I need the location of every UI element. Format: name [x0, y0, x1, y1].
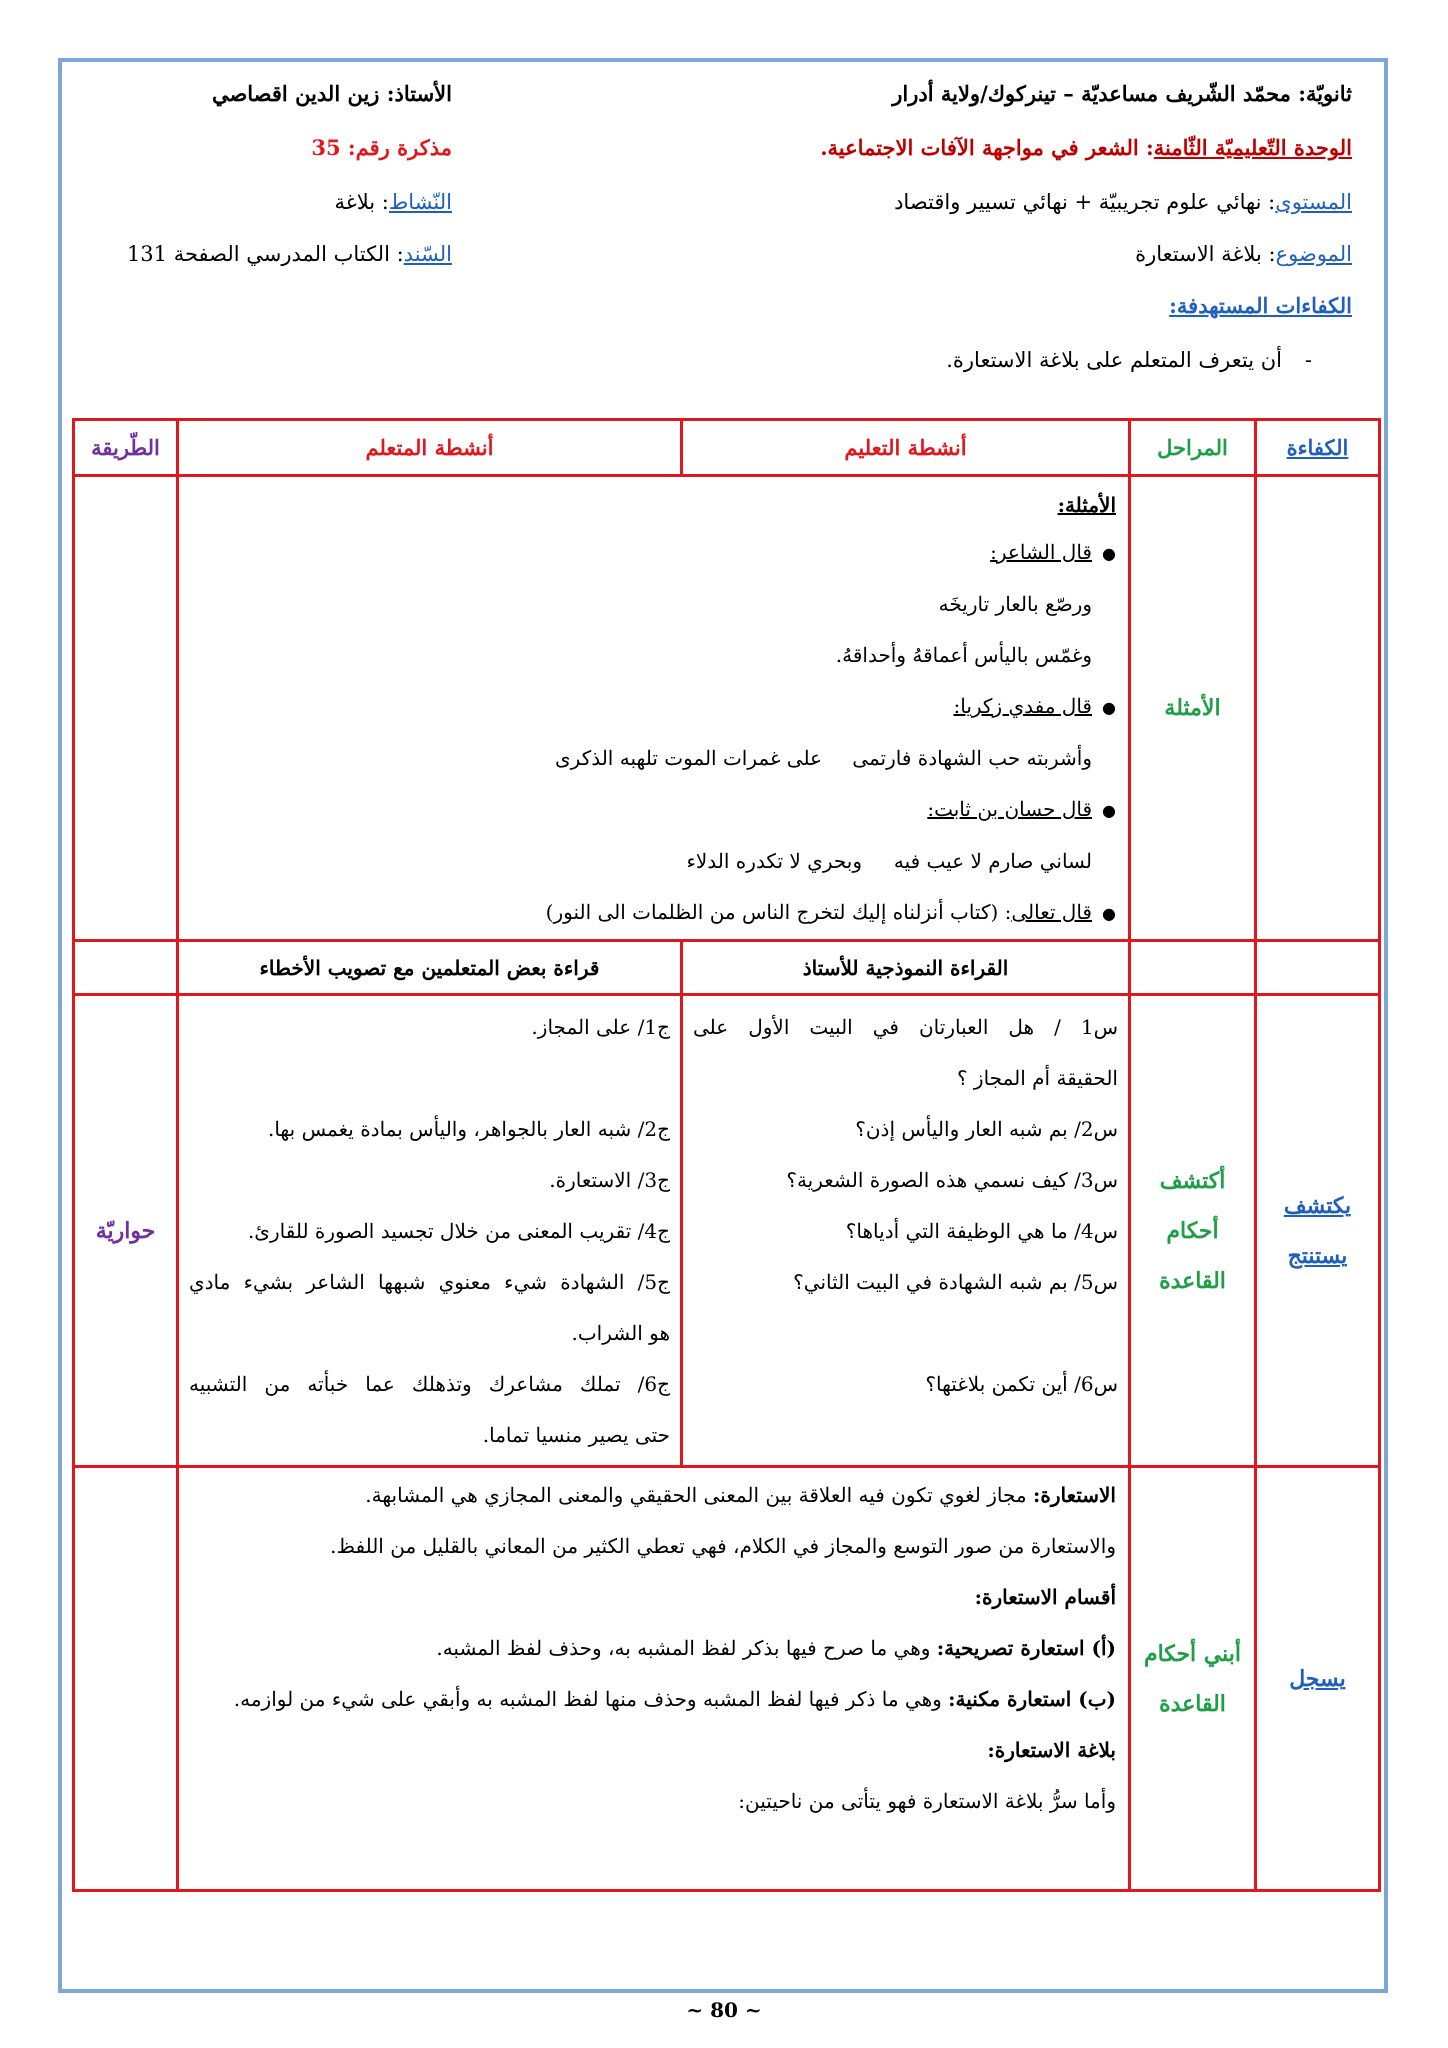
teacher-reading: القراءة النموذجية للأستاذ	[682, 941, 1130, 995]
answer-5-cont: هو الشراب.	[571, 1321, 670, 1345]
question-4: س4/ ما هي الوظيفة التي أدياها؟	[845, 1219, 1118, 1243]
answer-3: ج3/ الاستعارة.	[549, 1168, 670, 1192]
section-b-text: وهي ما ذكر فيها لفظ المشبه وحذف منها لفظ المشبه به وأبقي على شيء من لوازمه.	[233, 1687, 949, 1711]
header-method: الطّريقة	[74, 420, 178, 476]
unit-label: الوحدة التّعليميّة الثّامنة	[1153, 135, 1352, 160]
sections-label: أقسام الاستعارة:	[974, 1585, 1116, 1609]
rule-stage-word-1: أبني أحكام	[1143, 1640, 1242, 1667]
bullet-icon: ●	[1102, 801, 1116, 820]
discover-method: حواريّة	[74, 995, 178, 1467]
examples-content	[178, 476, 1130, 941]
topic-value: : بلاغة الاستعارة	[1135, 242, 1276, 266]
stage-word-2: أحكام	[1166, 1217, 1219, 1244]
stage-word-3: القاعدة	[1159, 1267, 1226, 1294]
question-1-cont: الحقيقة أم المجاز ؟	[956, 1066, 1118, 1090]
mufdi-hemistich-2: على غمرات الموت تلهبه الذكرى	[555, 746, 822, 770]
quran-text: : (كتاب أنزلناه إليك لتخرج الناس من الظلمات الى النور)	[545, 900, 1012, 924]
unit-title: : الشعر في مواجهة الآفات الاجتماعية.	[820, 135, 1154, 160]
competency-conclude: يستنتج	[1287, 1242, 1348, 1269]
question-3: س3/ كيف نسمي هذه الصورة الشعرية؟	[786, 1168, 1118, 1192]
answer-4: ج4/ تقريب المعنى من خلال تجسيد الصورة للقارئ.	[247, 1219, 670, 1243]
header-teaching: أنشطة التعليم	[682, 420, 1130, 476]
section-b-label: (ب) استعارة مكنية:	[948, 1687, 1116, 1711]
poet-line-2: وغمّس باليأس أعماقهُ وأحداقهُ.	[835, 643, 1092, 667]
def-text: مجاز لغوي تكون فيه العلاقة بين المعنى الحقيقي والمعنى المجازي هي المشابهة.	[365, 1483, 1033, 1507]
competency-item	[946, 346, 1312, 374]
competency-discover: يكتشف	[1283, 1192, 1352, 1219]
answer-6: ج6/ تملك مشاعرك وتذهلك عما خبأته من التشبيه	[189, 1372, 670, 1396]
hassan-hemistich-2: وبحري لا تكدره الدلاء	[686, 849, 862, 873]
section-a-text: وهي ما صرح فيها بذكر لفظ المشبه به، وحذف لفظ المشبه.	[436, 1636, 937, 1660]
answer-6-cont: حتى يصير منسيا تماما.	[482, 1423, 670, 1447]
rule-row	[74, 1467, 1380, 1891]
activity-value: : بلاغة	[334, 190, 389, 214]
answer-spacer	[189, 1053, 670, 1104]
memo-line	[311, 134, 452, 162]
learner-answers	[178, 995, 682, 1467]
question-spacer	[693, 1308, 1118, 1359]
bullet-icon: ●	[1102, 904, 1116, 923]
poet-line-1: ورصّع بالعار تاريخَه	[938, 592, 1092, 616]
section-a-label: (أ) استعارة تصريحية:	[936, 1636, 1116, 1660]
section-a	[191, 1623, 1116, 1674]
rule-line-2: والاستعارة من صور التوسع والمجاز في الكلام، فهي تعطي الكثير من المعاني بالقليل من اللفظ.	[330, 1534, 1116, 1558]
stage-word-1: أكتشف	[1159, 1167, 1226, 1194]
bullet-icon: ●	[1102, 698, 1116, 717]
example-quran	[191, 887, 1116, 939]
competencies-label: الكفاءات المستهدفة:	[1169, 293, 1352, 318]
source-value: : الكتاب المدرسي الصفحة 131	[126, 242, 404, 266]
source-line	[127, 240, 452, 268]
activity-label: النّشاط	[388, 190, 452, 214]
rule-stage-word-2: القاعدة	[1159, 1690, 1226, 1717]
discover-row	[74, 995, 1380, 1467]
teacher-name: الأستاذ: زين الدين اقصاصي	[211, 81, 452, 106]
competency-text: أن يتعرف المتعلم على بلاغة الاستعارة.	[946, 348, 1282, 372]
quran-label: قال تعالى	[1011, 900, 1092, 924]
reading-competency	[1256, 941, 1380, 995]
discover-stage	[1130, 995, 1256, 1467]
header-learner: أنشطة المتعلم	[178, 420, 682, 476]
def-label: الاستعارة:	[1032, 1483, 1116, 1507]
level-line	[894, 188, 1352, 216]
answer-2: ج2/ شبه العار بالجواهر، واليأس بمادة يغمس بها.	[267, 1117, 670, 1141]
level-value: : نهائي علوم تجريبيّة + نهائي تسيير واقتصاد	[894, 190, 1276, 214]
rule-method	[74, 1467, 178, 1891]
school-name: ثانويّة: محمّد الشّريف مساعديّة – تينركوك/ولاية أدرار	[892, 81, 1352, 106]
dash-bullet: -	[1304, 348, 1312, 372]
memo-number: 35	[311, 135, 341, 160]
example-poet	[191, 527, 1116, 579]
answer-1: ج1/ على المجاز.	[531, 1015, 670, 1039]
page-number: ~ 80 ~	[686, 1998, 762, 2022]
level-label: المستوى	[1275, 190, 1352, 214]
topic-label: الموضوع	[1275, 242, 1352, 266]
example-mufdi	[191, 681, 1116, 733]
rule-definition	[191, 1470, 1116, 1521]
question-2: س2/ بم شبه العار واليأس إذن؟	[855, 1117, 1118, 1141]
header-competency: الكفاءة	[1256, 420, 1380, 476]
discover-competency	[1256, 995, 1380, 1467]
mufdi-verse	[191, 733, 1116, 784]
examples-title: الأمثلة:	[1057, 493, 1116, 517]
memo-label: مذكرة رقم:	[340, 135, 452, 160]
activity-line	[335, 188, 453, 216]
lesson-table	[72, 418, 1381, 1892]
section-b	[191, 1674, 1116, 1725]
hassan-label: قال حسان بن ثابت:	[927, 797, 1092, 821]
example-hassan	[191, 784, 1116, 836]
question-1: س1 / هل العبارتان في البيت الأول على	[693, 1015, 1118, 1039]
learner-reading: قراءة بعض المتعلمين مع تصويب الأخطاء	[178, 941, 682, 995]
rule-content	[178, 1467, 1130, 1891]
hassan-hemistich-1: لساني صارم لا عيب فيه	[893, 849, 1092, 873]
examples-competency	[1256, 476, 1380, 941]
header-row	[74, 420, 1380, 476]
teacher-questions	[682, 995, 1130, 1467]
hassan-verse	[191, 836, 1116, 887]
rhetoric-text: وأما سرُّ بلاغة الاستعارة فهو يتأتى من ناحيتين:	[738, 1789, 1116, 1813]
poet-label: قال الشاعر:	[990, 540, 1092, 564]
mufdi-label: قال مفدي زكريا:	[953, 694, 1092, 718]
source-label: السّند	[403, 242, 452, 266]
unit-line	[820, 134, 1352, 162]
rule-competency: يسجل	[1256, 1467, 1380, 1891]
question-6: س6/ أين تكمن بلاغتها؟	[925, 1372, 1118, 1396]
reading-row	[74, 941, 1380, 995]
header-stages: المراحل	[1130, 420, 1256, 476]
examples-stage: الأمثلة	[1130, 476, 1256, 941]
bullet-icon: ●	[1102, 544, 1116, 563]
reading-method	[74, 941, 178, 995]
reading-stage	[1130, 941, 1256, 995]
answer-5: ج5/ الشهادة شيء معنوي شبهها الشاعر بشيء مادي	[189, 1270, 670, 1294]
mufdi-hemistich-1: وأشربته حب الشهادة فارتمى	[852, 746, 1092, 770]
rhetoric-label: بلاغة الاستعارة:	[987, 1738, 1116, 1762]
examples-method	[74, 476, 178, 941]
question-5: س5/ بم شبه الشهادة في البيت الثاني؟	[793, 1270, 1118, 1294]
rule-stage	[1130, 1467, 1256, 1891]
topic-line	[1135, 240, 1352, 268]
examples-row	[74, 476, 1380, 941]
